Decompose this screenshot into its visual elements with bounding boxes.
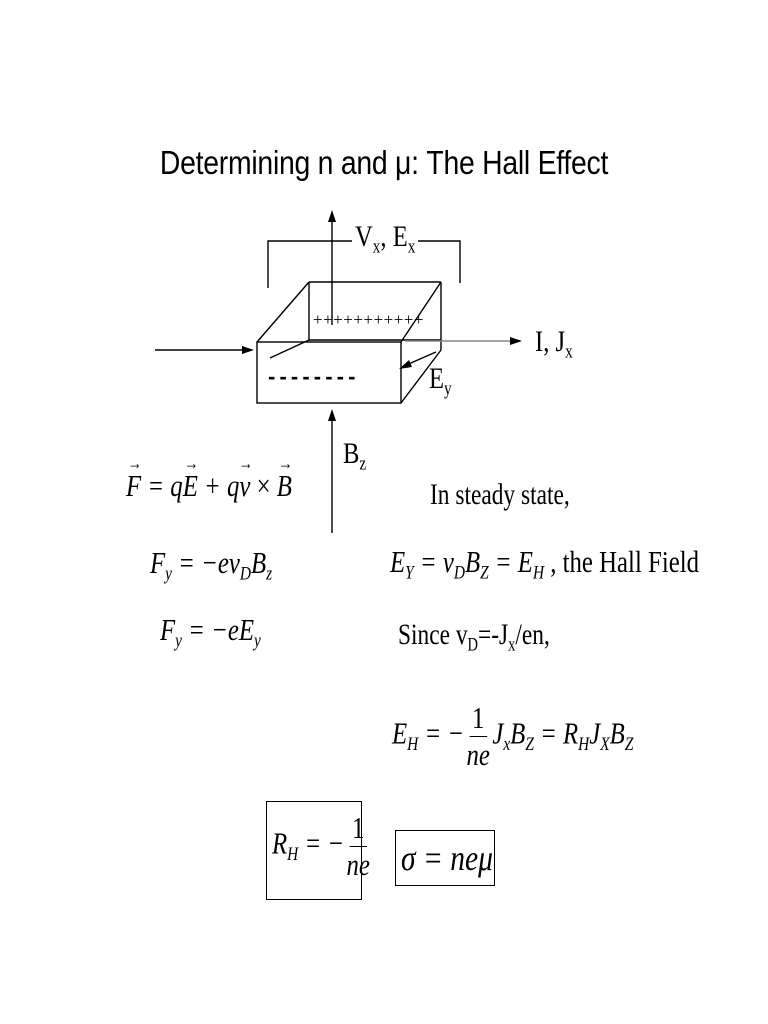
- hall-coefficient-equation: $R_H$ = − $\frac{1}{ne}$: [272, 810, 370, 882]
- magnetic-field-label: $B_z$: [343, 437, 367, 475]
- electric-force-y-equation: $F_y = -eE_y$: [160, 612, 261, 652]
- voltage-label: $V_x$, $E_x$: [355, 220, 416, 258]
- hall-coefficient-derivation: $E_H$ = − $\frac{1}{ne}$ $J_xB_Z = R_HJ_XB_Z$: [392, 700, 634, 772]
- conductivity-box: [395, 830, 495, 886]
- hall-field-equation: $E_Y = v_DB_Z = E_H$ , the Hall Field: [390, 544, 700, 584]
- steady-state-label: In steady state,: [430, 478, 570, 511]
- conductivity-equation: σ = neμ: [401, 838, 493, 878]
- drift-velocity-relation: Since $v_D=-J_x/en$,: [398, 618, 550, 656]
- voltage-bracket: [268, 241, 352, 288]
- lorentz-force-equation: → F = q → E + q → v × → B: [126, 453, 293, 503]
- positive-charges: +++++++++++: [313, 310, 424, 329]
- current-label: I, $J_x$: [535, 325, 573, 363]
- magnetic-force-y-equation: $F_y = -ev_DB_z$: [150, 545, 273, 585]
- negative-charges: - - - - - - - -: [268, 364, 355, 389]
- voltage-bracket-right: [418, 241, 460, 283]
- page-title: Determining n and μ: The Hall Effect: [159, 144, 609, 181]
- hall-coefficient-box: [266, 801, 370, 900]
- hall-field-label: $E_y$: [429, 362, 452, 400]
